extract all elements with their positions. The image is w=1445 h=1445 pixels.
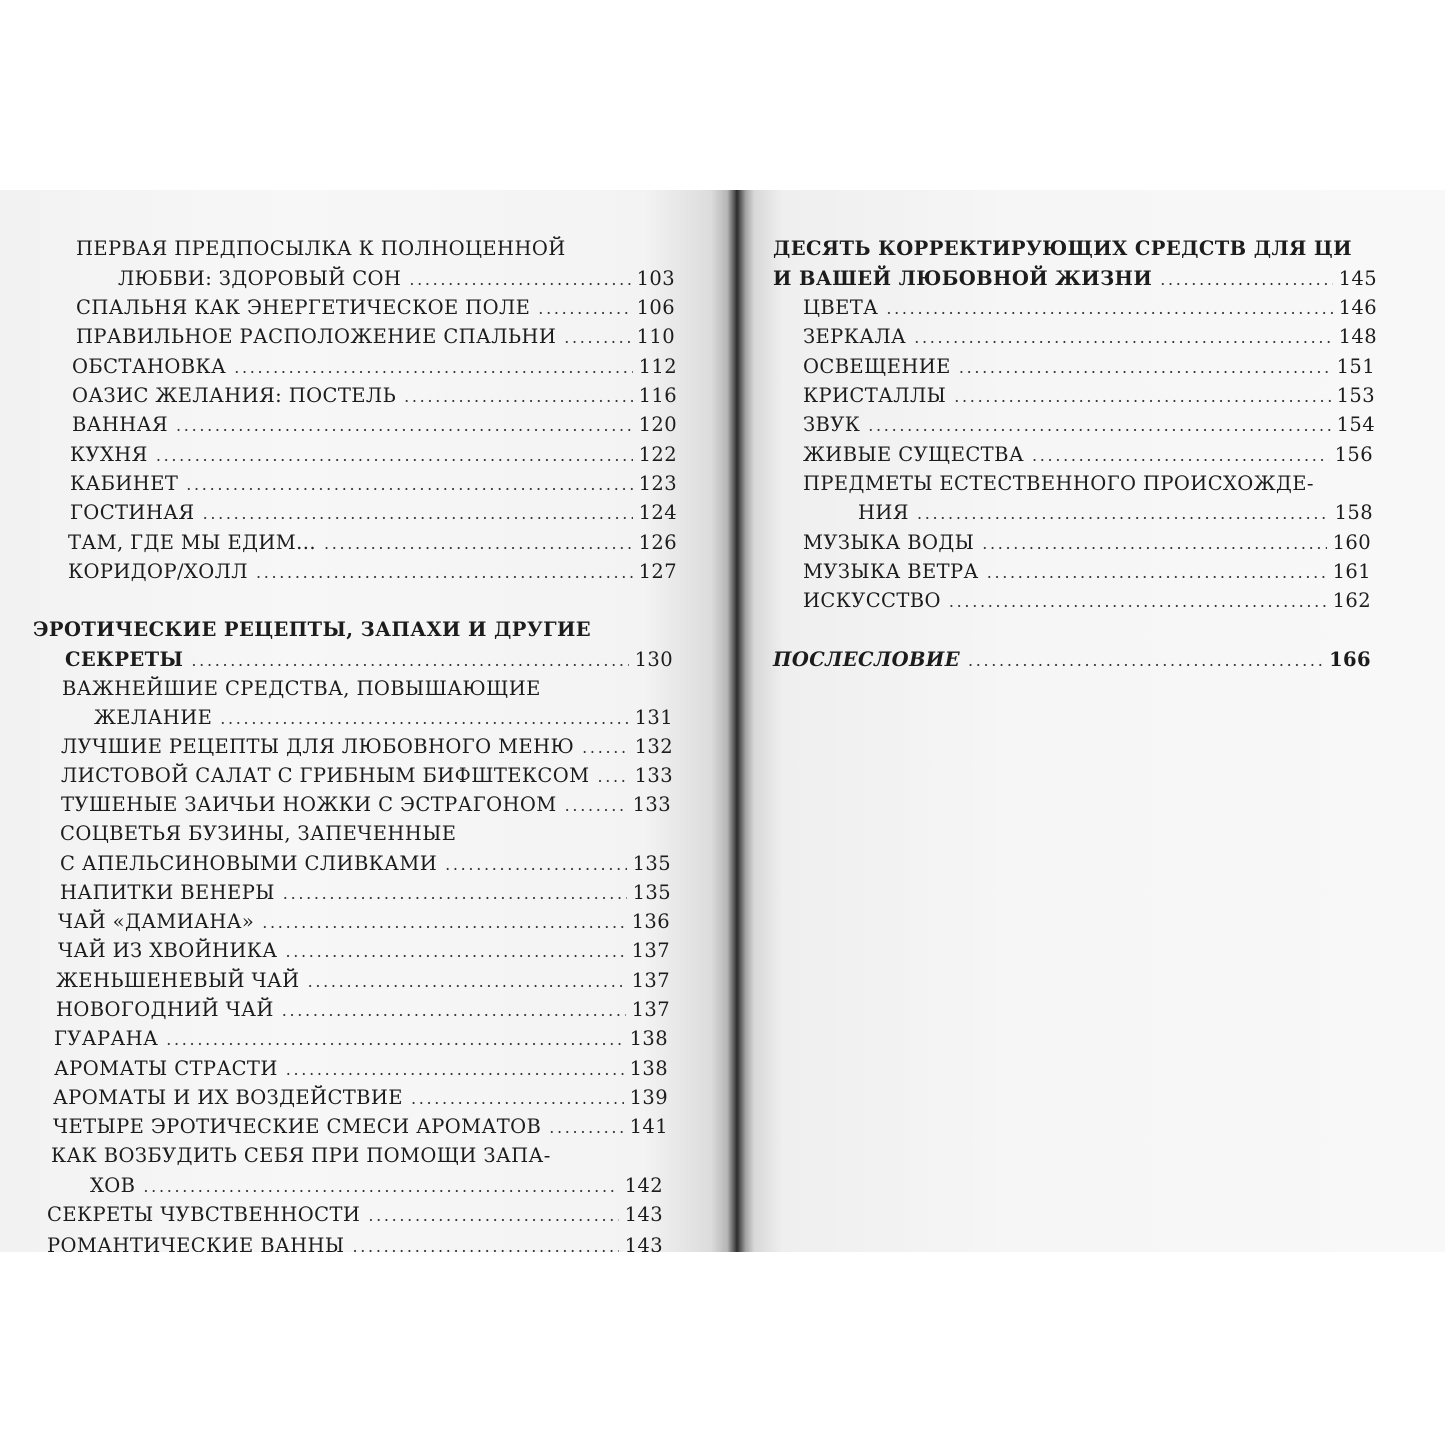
toc-entry: СПАЛЬНЯ КАК ЭНЕРГЕТИЧЕСКОЕ ПОЛЕ . . . 106 [76, 298, 675, 318]
toc-entry: НИЯ . . . 158 [858, 503, 1373, 523]
toc-entry: ЗВУК . . . 154 [803, 415, 1375, 435]
right-toc [733, 190, 1445, 1252]
left-toc [0, 190, 733, 1252]
toc-entry: КУХНЯ . . . 122 [70, 445, 677, 465]
right-page [733, 190, 1445, 1252]
toc-entry: КАК ВОЗБУДИТЬ СЕБЯ ПРИ ПОМОЩИ ЗАПА- [51, 1144, 551, 1167]
toc-entry: ВАННАЯ . . . 120 [72, 415, 677, 435]
book-spine-shadow [727, 190, 745, 1252]
toc-entry: ПРАВИЛЬНОЕ РАСПОЛОЖЕНИЕ СПАЛЬНИ . . . 110 [76, 327, 675, 347]
toc-chapter: И ВАШЕЙ ЛЮБОВНОЙ ЖИЗНИ . . . 145 [773, 269, 1377, 289]
toc-entry: ИСКУССТВО . . . 162 [803, 591, 1371, 611]
toc-chapter: СЕКРЕТЫ . . . 130 [65, 650, 673, 670]
toc-entry: ОСВЕЩЕНИЕ . . . 151 [803, 357, 1375, 377]
toc-entry: НАПИТКИ ВЕНЕРЫ . . . 135 [60, 883, 671, 903]
toc-entry: ОАЗИС ЖЕЛАНИЯ: ПОСТЕЛЬ . . . 116 [72, 386, 677, 406]
toc-entry: КОРИДОР/ХОЛЛ . . . 127 [68, 562, 677, 582]
toc-entry: ТАМ, ГДЕ МЫ ЕДИМ... . . . 126 [68, 533, 677, 553]
toc-entry: НОВОГОДНИЙ ЧАЙ . . . 137 [56, 1000, 670, 1020]
toc-entry: СЕКРЕТЫ ЧУВСТВЕННОСТИ . . . 143 [47, 1205, 663, 1225]
toc-entry: ТУШЕНЫЕ ЗАИЧЬИ НОЖКИ С ЭСТРАГОНОМ . . . 133 [61, 795, 671, 815]
toc-entry: КАБИНЕТ . . . 123 [70, 474, 677, 494]
toc-entry: ЛУЧШИЕ РЕЦЕПТЫ ДЛЯ ЛЮБОВНОГО МЕНЮ . . . 132 [61, 737, 673, 757]
toc-entry: ЖЕЛАНИЕ . . . 131 [94, 708, 673, 728]
toc-entry: АРОМАТЫ СТРАСТИ . . . 138 [54, 1059, 668, 1079]
toc-entry: ВАЖНЕЙШИЕ СРЕДСТВА, ПОВЫШАЮЩИЕ [62, 677, 541, 700]
toc-entry: АРОМАТЫ И ИХ ВОЗДЕЙСТВИЕ . . . 139 [53, 1088, 668, 1108]
toc-entry: ОБСТАНОВКА . . . 112 [72, 357, 677, 377]
toc-entry: ЦВЕТА . . . 146 [803, 298, 1377, 318]
toc-entry: ЛИСТОВОЙ САЛАТ С ГРИБНЫМ БИФШТЕКСОМ . . . 133 [61, 766, 673, 786]
toc-entry: СОЦВЕТЬЯ БУЗИНЫ, ЗАПЕЧЕННЫЕ [60, 822, 457, 845]
toc-entry: МУЗЫКА ВЕТРА . . . 161 [803, 562, 1371, 582]
toc-entry: ЧАЙ «ДАМИАНА» . . . 136 [58, 912, 670, 932]
toc-entry: ЧЕТЫРЕ ЭРОТИЧЕСКИЕ СМЕСИ АРОМАТОВ . . . 141 [53, 1117, 668, 1137]
toc-chapter: ЭРОТИЧЕСКИЕ РЕЦЕПТЫ, ЗАПАХИ И ДРУГИЕ [33, 618, 592, 641]
toc-entry: ХОВ . . . 142 [90, 1176, 663, 1196]
toc-entry: ЛЮБВИ: ЗДОРОВЫЙ СОН . . . 103 [118, 269, 675, 289]
toc-entry: ЖИВЫЕ СУЩЕСТВА . . . 156 [803, 445, 1373, 465]
toc-entry: ГОСТИНАЯ . . . 124 [70, 503, 677, 523]
toc-entry: ЧАЙ ИЗ ХВОЙНИКА . . . 137 [58, 941, 670, 961]
toc-entry: ЖЕНЬШЕНЕВЫЙ ЧАЙ . . . 137 [56, 971, 670, 991]
toc-entry: РОМАНТИЧЕСКИЕ ВАННЫ . . . 143 [47, 1236, 663, 1252]
toc-entry: ГУАРАНА . . . 138 [54, 1029, 668, 1049]
toc-entry: МУЗЫКА ВОДЫ . . . 160 [803, 533, 1371, 553]
toc-entry: КРИСТАЛЛЫ . . . 153 [803, 386, 1375, 406]
toc-entry: С АПЕЛЬСИНОВЫМИ СЛИВКАМИ . . . 135 [60, 854, 671, 874]
toc-entry: ЗЕРКАЛА . . . 148 [803, 327, 1377, 347]
toc-entry: ПРЕДМЕТЫ ЕСТЕСТВЕННОГО ПРОИСХОЖДЕ- [803, 472, 1314, 495]
toc-chapter: ДЕСЯТЬ КОРРЕКТИРУЮЩИХ СРЕДСТВ ДЛЯ ЦИ [773, 237, 1352, 260]
toc-afterword: ПОСЛЕСЛОВИЕ . . . 166 [773, 650, 1371, 670]
leader-dots [409, 269, 630, 289]
left-page [0, 190, 733, 1252]
toc-entry: ПЕРВАЯ ПРЕДПОСЫЛКА К ПОЛНОЦЕННОЙ [76, 237, 566, 260]
